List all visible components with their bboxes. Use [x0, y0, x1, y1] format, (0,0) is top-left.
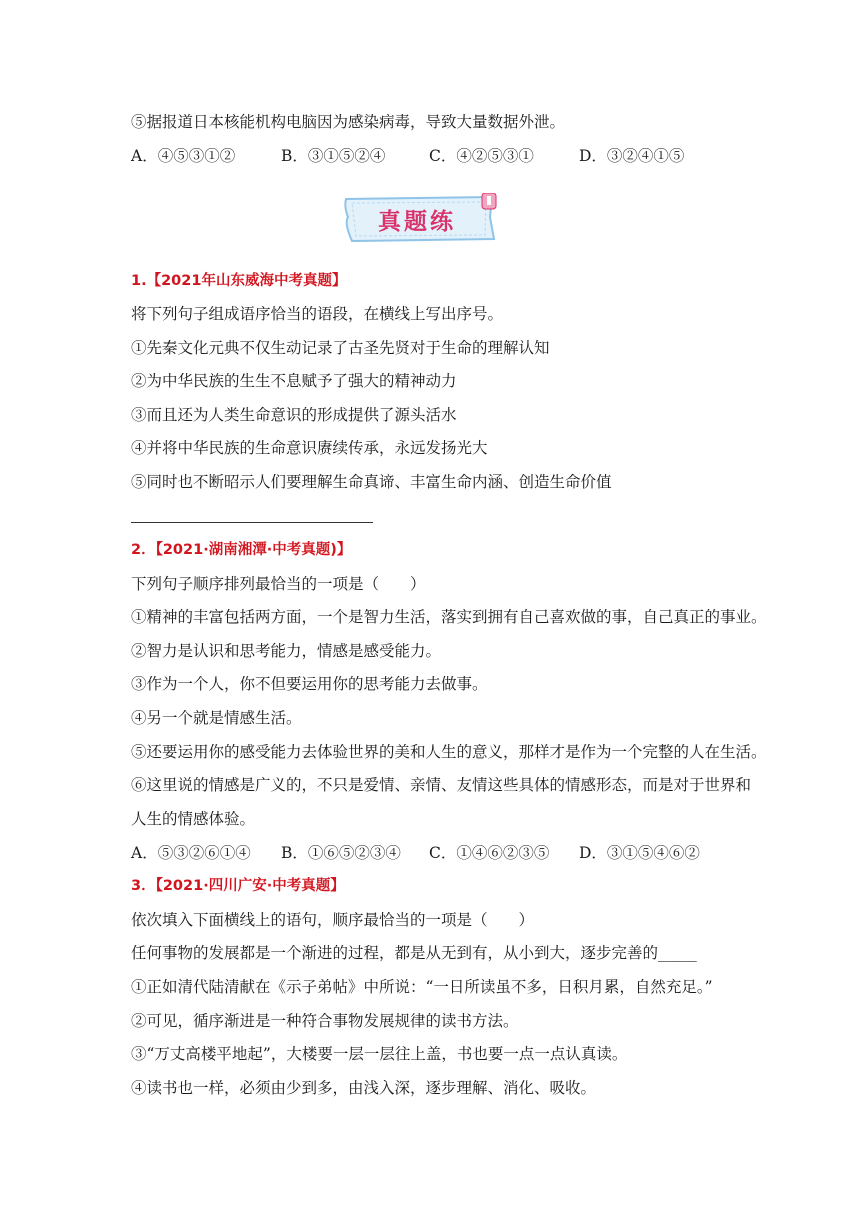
- q1-item-5: ⑤同时也不断昭示人们要理解生命真谛、丰富生命内涵、创造生命价值: [131, 473, 612, 491]
- prev-question-item-5: ⑤据报道日本核能机构电脑因为感染病毒，导致大量数据外泄。: [131, 113, 566, 131]
- q3-header: 3．【2021·四川广安·中考真题】: [131, 878, 345, 894]
- q2-item-2: ②智力是认识和思考能力，情感是感受能力。: [131, 642, 442, 660]
- q1-prompt: 将下列句子组成语序恰当的语段，在横线上写出序号。: [131, 305, 504, 323]
- option-d: D．③②④①⑤: [579, 147, 685, 165]
- q2-prompt: 下列句子顺序排列最恰当的一项是（ ）: [131, 575, 426, 593]
- q3-stem: 任何事物的发展都是一个渐进的过程，都是从无到有，从小到大，逐步完善的_____: [131, 944, 697, 962]
- q2-item-5: ⑤还要运用你的感受能力去体验世界的美和人生的意义，那样才是作为一个完整的人在生活。: [131, 743, 767, 761]
- option-a: A．④⑤③①②: [131, 147, 236, 165]
- q1-item-4: ④并将中华民族的生命意识赓续传承，永远发扬光大: [131, 439, 488, 457]
- banner-title: 真题练: [378, 209, 456, 235]
- option-b: B．①⑥⑤②③④: [281, 844, 401, 862]
- option-c: C．④②⑤③①: [429, 147, 534, 165]
- q2-item-6-cont: 人生的情感体验。: [131, 810, 256, 828]
- q2-item-6: ⑥这里说的情感是广义的，不只是爱情、亲情、友情这些具体的情感形态，而是对于世界和: [131, 776, 752, 794]
- section-banner: [342, 193, 504, 245]
- q1-item-1: ①先秦文化元典不仅生动记录了古圣先贤对于生命的理解认知: [131, 339, 550, 357]
- option-b: B．③①⑤②④: [281, 147, 386, 165]
- option-c: C．①④⑥②③⑤: [429, 844, 550, 862]
- option-a: A．⑤③②⑥①④: [131, 844, 251, 862]
- q1-header: 1.【2021年山东威海中考真题】: [131, 273, 347, 289]
- q3-item-4: ④读书也一样，必须由少到多，由浅入深，逐步理解、消化、吸收。: [131, 1079, 597, 1097]
- q2-header: 2．【2021·湖南湘潭·中考真题)】: [131, 542, 352, 558]
- q2-item-3: ③作为一个人，你不但要运用你的思考能力去做事。: [131, 675, 488, 693]
- q2-item-1: ①精神的丰富包括两方面，一个是智力生活，落实到拥有自己喜欢做的事，自己真正的事业。: [131, 608, 767, 626]
- q1-item-3: ③而且还为人类生命意识的形成提供了源头活水: [131, 406, 457, 424]
- q1-answer-blank[interactable]: [131, 522, 373, 523]
- q2-item-4: ④另一个就是情感生活。: [131, 709, 302, 727]
- q3-item-3: ③“万丈高楼平地起”，大楼要一层一层往上盖，书也要一点一点认真读。: [131, 1045, 628, 1063]
- q3-item-2: ②可见，循序渐进是一种符合事物发展规律的读书方法。: [131, 1012, 519, 1030]
- q3-item-1: ①正如清代陆清献在《示子弟帖》中所说：“一日所读虽不多，日积月累，自然充足。”: [131, 978, 713, 996]
- q3-prompt: 依次填入下面横线上的语句，顺序最恰当的一项是（ ）: [131, 911, 535, 929]
- q1-item-2: ②为中华民族的生生不息赋予了强大的精神动力: [131, 372, 457, 390]
- option-d: D．③①⑤④⑥②: [579, 844, 700, 862]
